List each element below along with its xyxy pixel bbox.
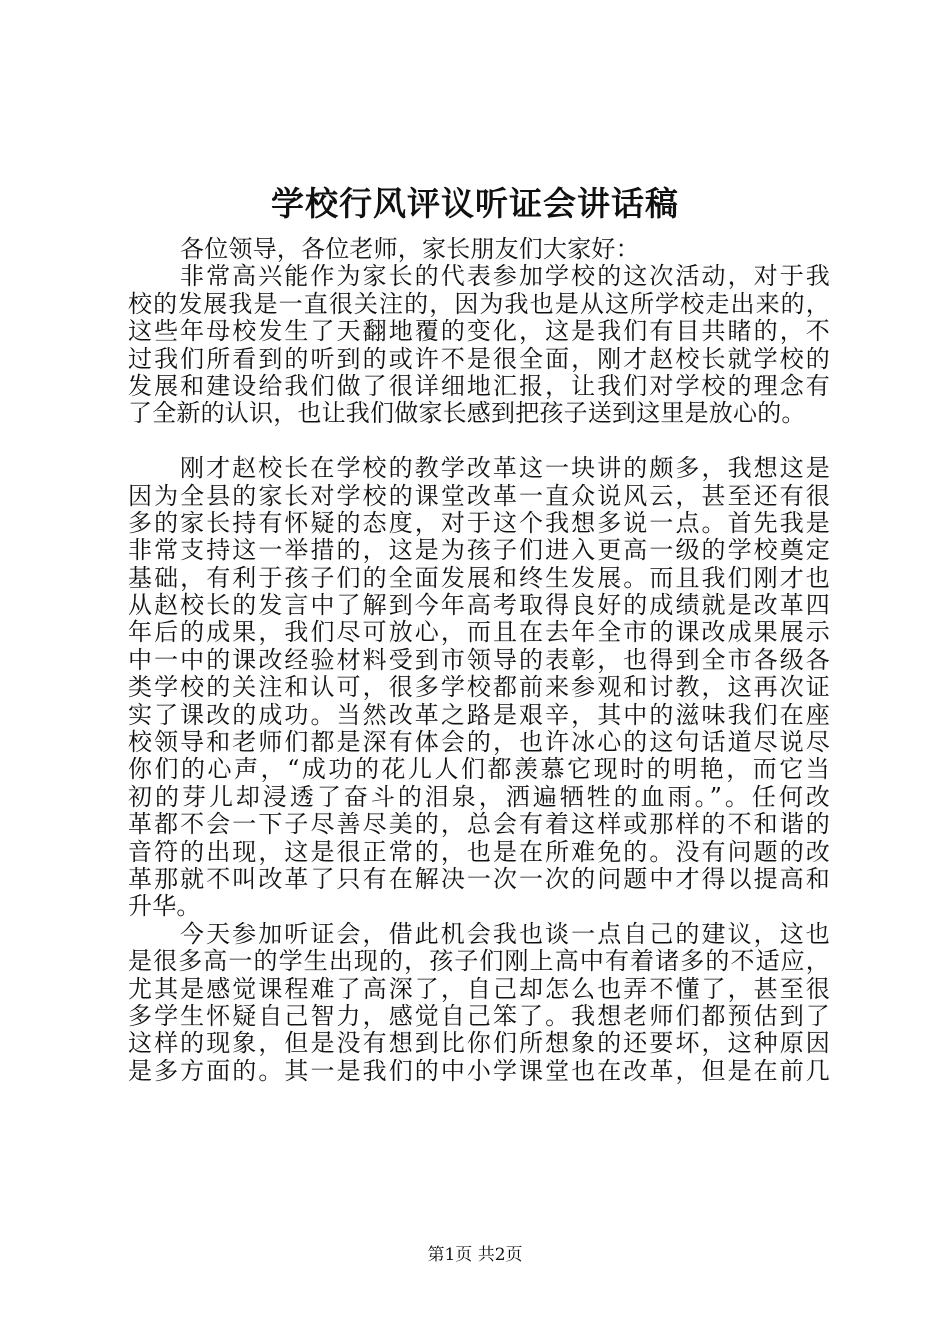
body-line: 过我们所看到的听到的或许不是很全面，刚才赵校长就学校的 (128, 345, 830, 373)
page-footer: 第1页 共2页 (427, 1245, 523, 1265)
body-line: 中一中的课改经验材料受到市领导的表彰，也得到全市各级各 (128, 646, 830, 674)
body-line: 这样的现象，但是没有想到比你们所想象的还要坏，这种原因 (128, 1030, 830, 1058)
body-line: 非常高兴能作为家长的代表参加学校的这次活动，对于我 (180, 263, 830, 291)
body-line: 刚才赵校长在学校的教学改革这一块讲的颇多，我想这是 (180, 455, 830, 483)
body-line: 了全新的认识，也让我们做家长感到把孩子送到这里是放心的。 (128, 400, 806, 428)
document-body (128, 236, 830, 1085)
body-line: 多学生怀疑自己智力，感觉自己笨了。我想老师们都预估到了 (128, 1002, 830, 1030)
body-line: 音符的出现，这是很正常的，也是在所难免的。没有问题的改 (128, 838, 830, 866)
body-line: 发展和建设给我们做了很详细地汇报，让我们对学校的理念有 (128, 372, 830, 400)
body-line: 非常支持这一举措的，这是为孩子们进入更高一级的学校奠定 (128, 537, 830, 565)
body-line: 初的芽儿却浸透了奋斗的泪泉，洒遍牺牲的血雨。”。任何改 (128, 783, 830, 811)
body-line: 因为全县的家长对学校的课堂改革一直众说风云，甚至还有很 (128, 482, 830, 510)
body-line: 实了课改的成功。当然改革之路是艰辛，其中的滋味我们在座 (128, 701, 830, 729)
body-line: 今天参加听证会，借此机会我也谈一点自己的建议，这也 (180, 920, 830, 948)
body-line: 这些年母校发生了天翻地覆的变化，这是我们有目共睹的，不 (128, 318, 830, 346)
body-line: 年后的成果，我们尽可放心，而且在去年全市的课改成果展示 (128, 619, 830, 647)
body-line: 校领导和老师们都是深有体会的，也许冰心的这句话道尽说尽 (128, 729, 830, 757)
body-line: 革那就不叫改革了只有在解决一次一次的问题中才得以提高和 (128, 865, 830, 893)
body-line: 革都不会一下子尽善尽美的，总会有着这样或那样的不和谐的 (128, 811, 830, 839)
body-line: 多的家长持有怀疑的态度，对于这个我想多说一点。首先我是 (128, 509, 830, 537)
blank-line (128, 428, 830, 455)
body-line: 是多方面的。其一是我们的中小学课堂也在改革，但是在前几 (128, 1057, 830, 1085)
body-line: 升华。 (128, 893, 201, 921)
body-line: 你们的心声，“成功的花儿人们都羡慕它现时的明艳，而它当 (128, 756, 830, 784)
body-line: 校的发展我是一直很关注的，因为我也是从这所学校走出来的， (128, 290, 830, 318)
body-line: 各位领导，各位老师，家长朋友们大家好： (180, 236, 640, 263)
document-title: 学校行风评议听证会讲话稿 (271, 184, 679, 223)
body-line: 基础，有利于孩子们的全面发展和终生发展。而且我们刚才也 (128, 564, 830, 592)
body-line: 是很多高一的学生出现的，孩子们刚上高中有着诸多的不适应， (128, 948, 830, 976)
body-line: 类学校的关注和认可，很多学校都前来参观和讨教，这再次证 (128, 674, 830, 702)
body-line: 尤其是感觉课程难了高深了，自己却怎么也弄不懂了，甚至很 (128, 975, 830, 1003)
body-line: 从赵校长的发言中了解到今年高考取得良好的成绩就是改革四 (128, 592, 830, 620)
